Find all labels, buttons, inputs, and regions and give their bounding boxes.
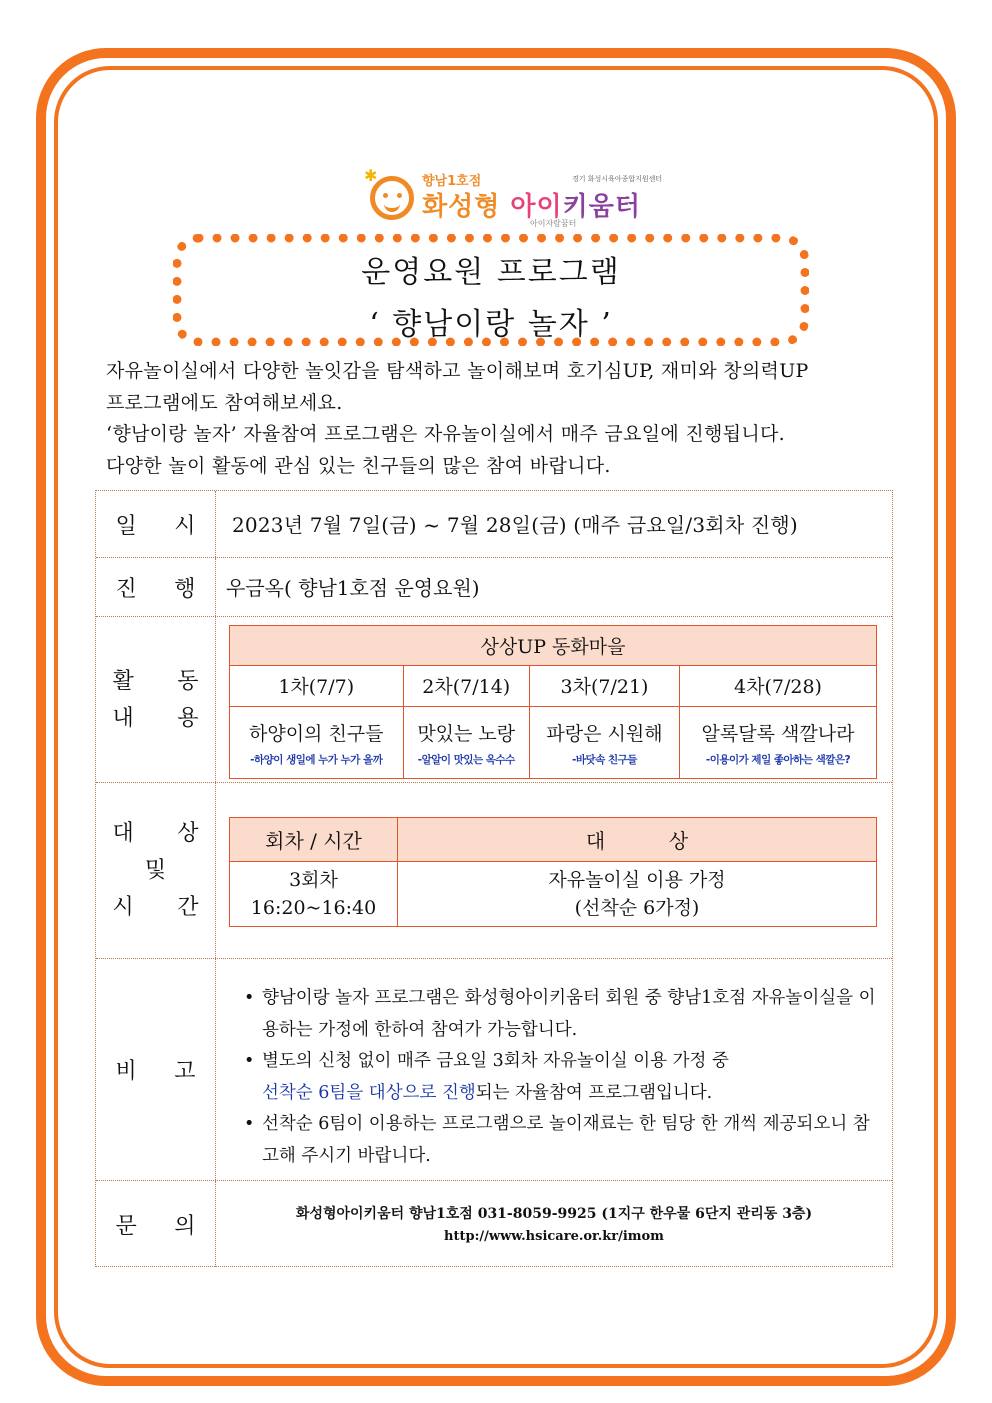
schedule-value-cell: [216, 491, 892, 557]
label-char: 진: [115, 576, 137, 602]
target-col-session-header: 회차 / 시간: [230, 818, 398, 862]
session-title: 하양이의 친구들: [248, 723, 384, 746]
logo-org: 경기 화성시육아종합지원센터: [572, 175, 663, 183]
lead-value-cell: [216, 558, 892, 616]
target-limit: (선착순 6가정): [574, 897, 700, 919]
label-char: 문: [115, 1213, 137, 1239]
session-date: 3차(7/21): [529, 666, 679, 706]
title-line-1: 운영요원 프로그램: [361, 255, 621, 290]
schedule-value: 2023년 7월 7일(금) ~ 7월 28일(금) (매주 금요일/3회차 진행): [232, 513, 798, 537]
intro-line: 프로그램에도 참여해보세요.: [106, 391, 343, 414]
contact-info: 화성형아이키움터 향남1호점 031-8059-9925 (1지구 한우물 6단지 관리동 3층): [295, 1206, 813, 1222]
contact-url[interactable]: http://www.hsicare.or.kr/imom: [444, 1229, 664, 1244]
session-subtitle: -이용이가 제일 좋아하는 색깔은?: [705, 754, 851, 767]
lead-value: 우금옥( 향남1호점 운영요원): [226, 576, 480, 600]
session-title: 맛있는 노랑: [417, 723, 516, 746]
target-session: 3회차: [289, 869, 338, 891]
logo-name-part1: 화성형: [422, 192, 501, 222]
logo-branch: 향남1호점: [422, 174, 482, 189]
session-item: [403, 706, 529, 779]
label-char: 활: [112, 668, 134, 694]
label-char: 및: [144, 858, 167, 883]
activity-label: [96, 617, 216, 782]
note-item: [238, 1046, 878, 1109]
session-title: 파랑은 시원해: [546, 723, 663, 746]
intro-line: 자유놀이실에서 다양한 놀잇감을 탐색하고 놀이해보며 호기심UP, 재미와 창의력UP: [106, 360, 809, 382]
intro-paragraph: [106, 356, 896, 482]
notes-label: [96, 959, 216, 1180]
label-char: 행: [174, 576, 196, 602]
label-char: 동: [177, 668, 199, 694]
label-char: 시: [112, 895, 134, 920]
target-time: 16:20~16:40: [250, 897, 377, 919]
target-who: 자유놀이실 이용 가정: [548, 869, 726, 891]
activity-value-cell: [216, 617, 892, 782]
info-table: [95, 490, 893, 1267]
label-char: 의: [174, 1213, 196, 1239]
intro-line: 다양한 놀이 활동에 관심 있는 친구들의 많은 참여 바랍니다.: [106, 454, 611, 477]
notes-list: [238, 983, 878, 1172]
contact-value-cell: [216, 1181, 892, 1267]
notes-value-cell: [216, 959, 892, 1180]
note-item: • 선착순 6팀이 이용하는 프로그램으로 놀이재료는 한 팀당 한 개씩 제공되오니 참고해 주시기 바랍니다.: [238, 1109, 878, 1172]
lead-row: [96, 558, 892, 617]
session-subtitle: -알알이 맛있는 옥수수: [417, 754, 515, 767]
activity-row: [96, 617, 892, 783]
logo: [360, 168, 680, 230]
session-date: 1차(7/7): [230, 666, 404, 706]
smiley-icon: [370, 176, 414, 220]
logo-name-part3: 키움터: [562, 192, 642, 222]
target-label: [96, 783, 216, 958]
notes-row: [96, 959, 892, 1181]
label-char: 용: [177, 705, 199, 731]
schedule-row: [96, 491, 892, 558]
target-row: [96, 783, 892, 959]
session-subtitle: -하양이 생일에 누가 누가 올까: [250, 754, 383, 767]
label-char: 대: [112, 821, 134, 846]
contact-row: [96, 1181, 892, 1267]
label-char: 내: [112, 705, 134, 731]
title-line-2: ‘ 향남이랑 놀자 ’: [369, 307, 613, 342]
session-title: 알록달록 색깔나라: [701, 723, 855, 746]
session-item: [679, 706, 876, 779]
session-item: [230, 706, 404, 779]
session-subtitle: -바닷속 친구들: [572, 754, 637, 767]
activity-table-header: 상상UP 동화마을: [230, 626, 877, 666]
note-item: • 향남이랑 놀자 프로그램은 화성형아이키움터 회원 중 향남1호점 자유놀이실을 이용하는 가정에 한하여 참여가 가능합니다.: [238, 983, 878, 1046]
session-date: 2차(7/14): [403, 666, 529, 706]
logo-name-part2: 아이: [510, 192, 563, 222]
note-highlight: 선착순 6팀을 대상으로 진행: [262, 1082, 476, 1103]
title-box: [173, 234, 809, 346]
contact-label: [96, 1181, 216, 1267]
note-text: 되는 자율참여 프로그램입니다.: [475, 1082, 713, 1103]
note-text: 별도의 신청 없이 매주 금요일 3회차 자유놀이실 이용 가정 중: [262, 1051, 729, 1071]
target-who-cell: [398, 862, 877, 927]
intro-line: ‘향남이랑 놀자’ 자율참여 프로그램은 자유놀이실에서 매주 금요일에 진행됩니다.: [106, 423, 785, 445]
schedule-label: [96, 491, 216, 557]
star-icon: ✱: [364, 166, 378, 185]
label-char: 상: [177, 821, 199, 846]
label-char: 일: [115, 513, 137, 539]
activity-table: [229, 625, 877, 779]
logo-tagline: 아이자람꿈터: [530, 219, 577, 228]
session-item: [529, 706, 679, 779]
target-table: [229, 817, 877, 927]
label-char: 고: [174, 1059, 196, 1084]
lead-label: [96, 558, 216, 616]
target-value-cell: [216, 783, 892, 958]
session-date: 4차(7/28): [679, 666, 876, 706]
target-col-who-header: 대 상: [398, 818, 877, 862]
target-session-cell: [230, 862, 398, 927]
label-char: 비: [115, 1059, 137, 1084]
label-char: 시: [174, 513, 196, 539]
label-char: 간: [177, 895, 199, 920]
